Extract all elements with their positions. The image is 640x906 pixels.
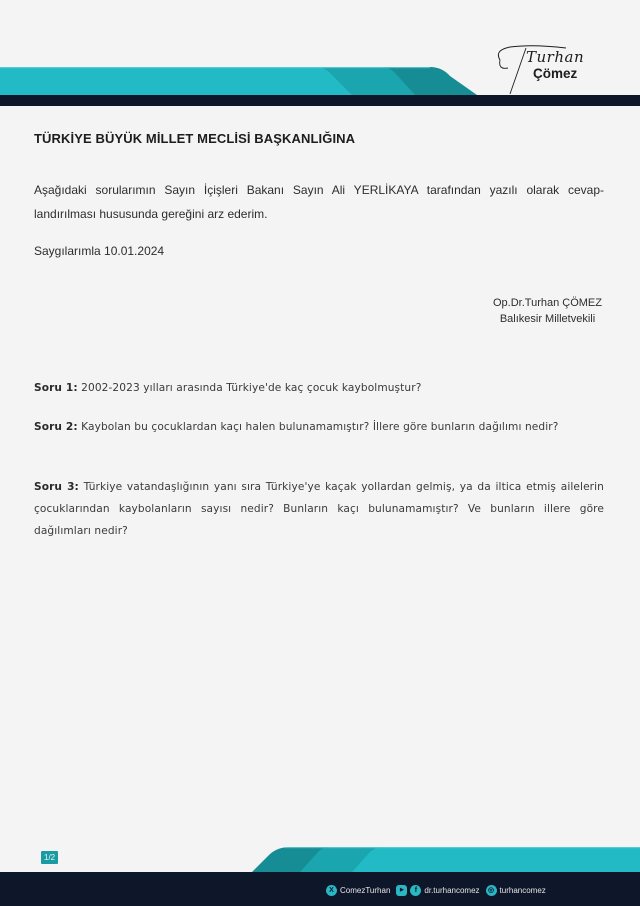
- social-handle-x[interactable]: ComezTurhan: [340, 885, 391, 895]
- social-handle-instagram[interactable]: turhancomez: [499, 885, 546, 895]
- question-label: Soru 1:: [34, 382, 78, 394]
- signature-logo: [488, 38, 598, 96]
- logo-surname: Çömez: [533, 66, 578, 81]
- intro-paragraph: Aşağıdaki sorularımın Sayın İçişleri Bakanı Sayın Ali YERLİKAYA tarafından yazılı olarak cevap-landırılması hususunda gereğini arz ederim.: [34, 183, 604, 221]
- signature-name: Op.Dr.Turhan ÇÖMEZ: [492, 297, 602, 309]
- facebook-icon[interactable]: f: [410, 885, 421, 896]
- x-twitter-icon[interactable]: X: [326, 885, 337, 896]
- signature-block: [493, 295, 602, 327]
- question-2: [34, 416, 604, 438]
- question-label: Soru 3:: [34, 481, 79, 493]
- greeting-date: Saygılarımla 10.01.2024: [34, 244, 165, 258]
- question-label: Soru 2:: [34, 421, 78, 433]
- question-text: Kaybolan bu çocuklardan kaçı halen bulunamamıştır? İllere göre bunların dağılımı nedir?: [77, 421, 559, 433]
- question-1: [34, 377, 604, 399]
- social-links: [326, 883, 549, 897]
- page-indicator: 1/2: [41, 851, 58, 864]
- question-text: Türkiye vatandaşlığının yanı sıra Türkiye'ye kaçak yollardan gelmiş, ya da iltica etmiş ailelerin çocuklarından kaybolanların sayısı nedir? Bunların kaçı bulunamamıştır? Ve bunların illere göre dağılımları nedir?: [34, 481, 604, 537]
- document-title: TÜRKİYE BÜYÜK MİLLET MECLİSİ BAŞKANLIĞINA: [34, 131, 356, 146]
- question-3: [34, 476, 604, 542]
- instagram-icon[interactable]: ◎: [486, 885, 497, 896]
- logo-first-name: Turhan: [526, 48, 585, 66]
- question-text: 2002-2023 yılları arasında Türkiye'de kaç çocuk kaybolmuştur?: [77, 382, 422, 394]
- social-handle-facebook[interactable]: dr.turhancomez: [424, 885, 480, 895]
- youtube-icon[interactable]: ▶: [396, 885, 407, 896]
- signature-role: Balıkesir Milletvekili: [499, 313, 596, 325]
